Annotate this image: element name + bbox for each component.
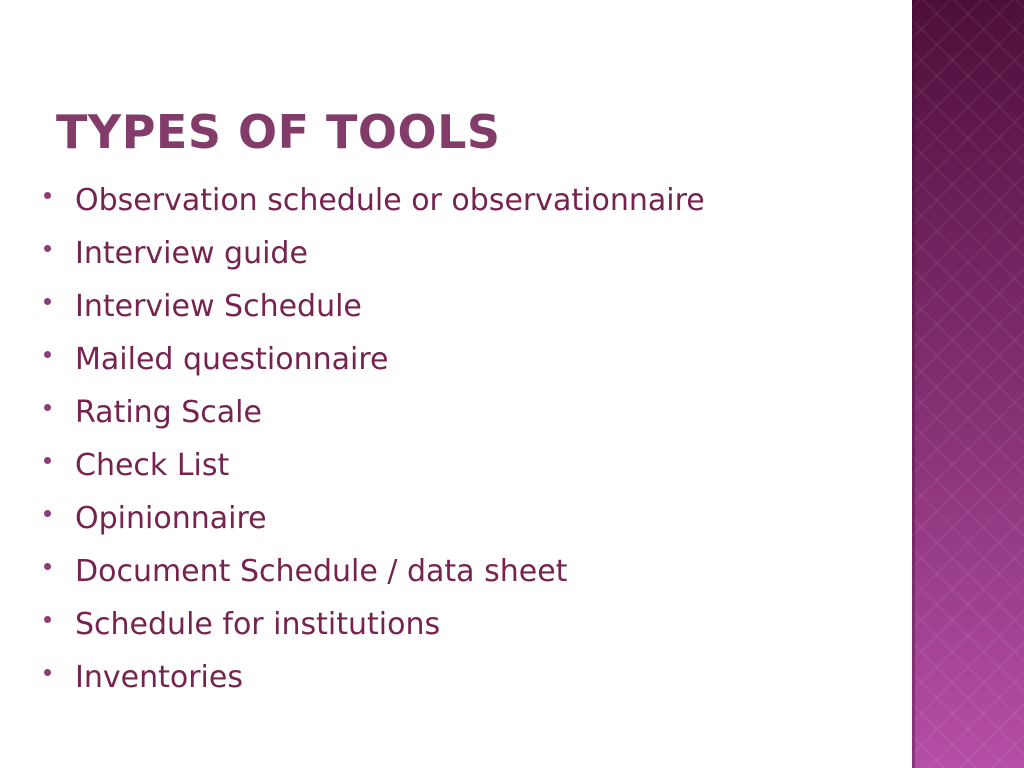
decorative-side-band [912, 0, 1024, 768]
bullet-dot-icon [44, 404, 51, 411]
side-band-edge [912, 0, 915, 768]
bullet-text: Interview Schedule [75, 289, 362, 324]
bullet-text: Document Schedule / data sheet [75, 554, 568, 589]
bullet-dot-icon [44, 616, 51, 623]
bullet-dot-icon [44, 351, 51, 358]
bullet-text: Schedule for institutions [75, 607, 441, 642]
bullet-text: Mailed questionnaire [75, 342, 389, 377]
bullet-dot-icon [44, 563, 51, 570]
bullet-text: Rating Scale [75, 395, 262, 430]
bullet-dot-icon [44, 245, 51, 252]
bullet-text: Check List [75, 448, 230, 483]
bullet-dot-icon [44, 457, 51, 464]
bullet-text: Inventories [75, 660, 243, 695]
side-band-texture [912, 0, 1024, 768]
bullet-dot-icon [44, 510, 51, 517]
bullet-text: Opinionnaire [75, 501, 267, 536]
bullet-dot-icon [44, 669, 51, 676]
slide-title: TYPES OF TOOLS [56, 105, 501, 159]
bullet-dot-icon [44, 298, 51, 305]
bullet-dot-icon [44, 192, 51, 199]
bullet-text: Observation schedule or observationnaire [75, 183, 705, 218]
bullet-text: Interview guide [75, 236, 308, 271]
